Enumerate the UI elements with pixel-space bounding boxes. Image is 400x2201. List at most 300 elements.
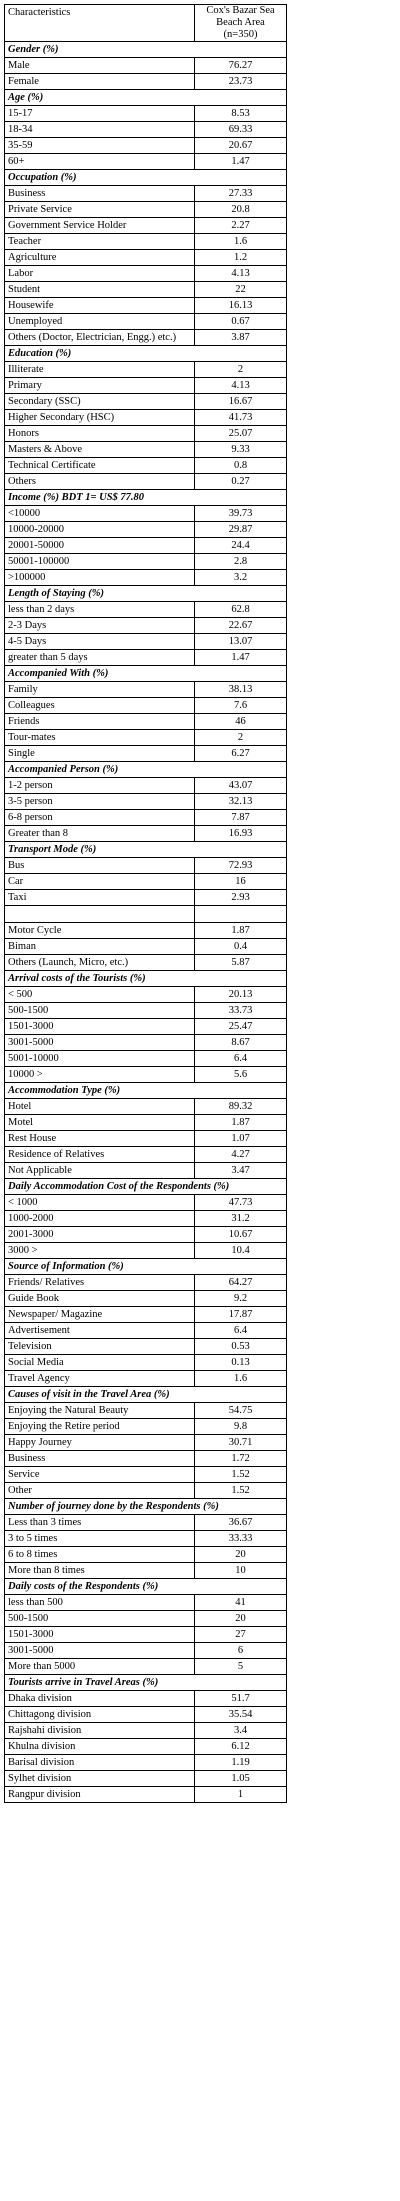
table-row xyxy=(5,378,287,394)
row-label: Greater than 8 xyxy=(5,826,195,842)
category-title: Arrival costs of the Tourists (%) xyxy=(5,971,287,987)
row-label: Female xyxy=(5,74,195,90)
table-row xyxy=(5,826,287,842)
category-title: Accommodation Type (%) xyxy=(5,1083,287,1099)
row-label: < 1000 xyxy=(5,1195,195,1211)
row-value: 0.27 xyxy=(195,474,287,490)
table-row xyxy=(5,730,287,746)
row-value: 25.07 xyxy=(195,426,287,442)
row-label: Friends xyxy=(5,714,195,730)
row-label: Others (Launch, Micro, etc.) xyxy=(5,955,195,971)
table-row xyxy=(5,1659,287,1675)
category-row xyxy=(5,1675,287,1691)
row-label: 2001-3000 xyxy=(5,1227,195,1243)
row-value: 38.13 xyxy=(195,682,287,698)
row-value: 20.13 xyxy=(195,987,287,1003)
row-label: Others (Doctor, Electrician, Engg.) etc.) xyxy=(5,330,195,346)
table-row xyxy=(5,58,287,74)
table-row xyxy=(5,1227,287,1243)
row-label: 20001-50000 xyxy=(5,538,195,554)
row-label: Other xyxy=(5,1483,195,1499)
row-label: 1501-3000 xyxy=(5,1019,195,1035)
row-value: 2.27 xyxy=(195,218,287,234)
row-label: < 500 xyxy=(5,987,195,1003)
row-value: 0.8 xyxy=(195,458,287,474)
table-row xyxy=(5,1723,287,1739)
row-label: greater than 5 days xyxy=(5,650,195,666)
table-row xyxy=(5,1531,287,1547)
row-value: 1.52 xyxy=(195,1483,287,1499)
row-value: 4.27 xyxy=(195,1147,287,1163)
row-label: Guide Book xyxy=(5,1291,195,1307)
table-row xyxy=(5,554,287,570)
row-label: Higher Secondary (HSC) xyxy=(5,410,195,426)
row-value: 20 xyxy=(195,1611,287,1627)
table-row xyxy=(5,778,287,794)
row-label: Friends/ Relatives xyxy=(5,1275,195,1291)
table-row xyxy=(5,506,287,522)
row-value: 8.53 xyxy=(195,106,287,122)
table-row xyxy=(5,1739,287,1755)
row-label: Rangpur division xyxy=(5,1787,195,1803)
table-row xyxy=(5,1291,287,1307)
row-label: Single xyxy=(5,746,195,762)
table-row xyxy=(5,218,287,234)
row-value: 41 xyxy=(195,1595,287,1611)
row-label: Barisal division xyxy=(5,1755,195,1771)
category-row xyxy=(5,586,287,602)
table-row xyxy=(5,1403,287,1419)
category-row xyxy=(5,42,287,58)
row-label: Sylhet division xyxy=(5,1771,195,1787)
row-value: 6.27 xyxy=(195,746,287,762)
row-label: Illiterate xyxy=(5,362,195,378)
row-value: 9.2 xyxy=(195,1291,287,1307)
category-row xyxy=(5,1499,287,1515)
row-value: 16.67 xyxy=(195,394,287,410)
category-row xyxy=(5,1387,287,1403)
category-title: Causes of visit in the Travel Area (%) xyxy=(5,1387,287,1403)
category-title: Income (%) BDT 1= US$ 77.80 xyxy=(5,490,287,506)
table-row xyxy=(5,314,287,330)
category-title: Gender (%) xyxy=(5,42,287,58)
category-row xyxy=(5,1579,287,1595)
row-value: 22 xyxy=(195,282,287,298)
row-value: 22.67 xyxy=(195,618,287,634)
category-row xyxy=(5,170,287,186)
row-label: 15-17 xyxy=(5,106,195,122)
table-row xyxy=(5,458,287,474)
row-label: 6 to 8 times xyxy=(5,1547,195,1563)
row-label: 500-1500 xyxy=(5,1003,195,1019)
table-row xyxy=(5,794,287,810)
table-row xyxy=(5,714,287,730)
table-row xyxy=(5,1019,287,1035)
row-value: 31.2 xyxy=(195,1211,287,1227)
table-row xyxy=(5,234,287,250)
table-row xyxy=(5,138,287,154)
row-label: 3000 > xyxy=(5,1243,195,1259)
table-row xyxy=(5,1131,287,1147)
row-value: 1.2 xyxy=(195,250,287,266)
table-row xyxy=(5,1467,287,1483)
table-row xyxy=(5,810,287,826)
row-label: <10000 xyxy=(5,506,195,522)
row-value: 27.33 xyxy=(195,186,287,202)
row-label: Business xyxy=(5,186,195,202)
row-value: 9.8 xyxy=(195,1419,287,1435)
category-title: Accompanied With (%) xyxy=(5,666,287,682)
table-row xyxy=(5,1211,287,1227)
row-value: 51.7 xyxy=(195,1691,287,1707)
category-row xyxy=(5,1179,287,1195)
table-row xyxy=(5,570,287,586)
category-title: Length of Staying (%) xyxy=(5,586,287,602)
row-value: 3.87 xyxy=(195,330,287,346)
category-row xyxy=(5,90,287,106)
row-label: Labor xyxy=(5,266,195,282)
category-title: Number of journey done by the Respondents (%) xyxy=(5,1499,287,1515)
table-row xyxy=(5,1707,287,1723)
table-row xyxy=(5,746,287,762)
row-value: 47.73 xyxy=(195,1195,287,1211)
row-value: 1.72 xyxy=(195,1451,287,1467)
table-row xyxy=(5,1307,287,1323)
row-value: 2.8 xyxy=(195,554,287,570)
row-value: 6 xyxy=(195,1643,287,1659)
table-row xyxy=(5,1243,287,1259)
row-label: 1000-2000 xyxy=(5,1211,195,1227)
row-value: 1.87 xyxy=(195,1115,287,1131)
row-value: 0.4 xyxy=(195,939,287,955)
table-row xyxy=(5,955,287,971)
table-row xyxy=(5,1339,287,1355)
row-value: 25.47 xyxy=(195,1019,287,1035)
row-label: Motel xyxy=(5,1115,195,1131)
row-value: 39.73 xyxy=(195,506,287,522)
table-row xyxy=(5,1115,287,1131)
row-label: Private Service xyxy=(5,202,195,218)
row-label: Motor Cycle xyxy=(5,923,195,939)
row-value: 1.47 xyxy=(195,154,287,170)
row-label: Rest House xyxy=(5,1131,195,1147)
row-value: 0.13 xyxy=(195,1355,287,1371)
row-label: 6-8 person xyxy=(5,810,195,826)
row-value: 5.6 xyxy=(195,1067,287,1083)
table-header-row xyxy=(5,5,287,42)
category-row xyxy=(5,762,287,778)
table-row xyxy=(5,1595,287,1611)
row-label: 10000-20000 xyxy=(5,522,195,538)
row-value: 62.8 xyxy=(195,602,287,618)
row-value: 1.6 xyxy=(195,234,287,250)
table-row xyxy=(5,858,287,874)
row-value: 46 xyxy=(195,714,287,730)
row-value: 3.47 xyxy=(195,1163,287,1179)
row-label: Rajshahi division xyxy=(5,1723,195,1739)
row-value: 20.8 xyxy=(195,202,287,218)
table-row xyxy=(5,538,287,554)
row-value: 3.2 xyxy=(195,570,287,586)
characteristics-table-container xyxy=(4,4,286,1803)
row-value: 76.27 xyxy=(195,58,287,74)
row-label: 3001-5000 xyxy=(5,1643,195,1659)
row-value: 54.75 xyxy=(195,1403,287,1419)
row-label: Biman xyxy=(5,939,195,955)
row-value: 5 xyxy=(195,1659,287,1675)
row-value: 1.87 xyxy=(195,923,287,939)
category-row xyxy=(5,346,287,362)
table-row xyxy=(5,1627,287,1643)
table-row xyxy=(5,698,287,714)
category-title: Source of Information (%) xyxy=(5,1259,287,1275)
row-label: 35-59 xyxy=(5,138,195,154)
category-row xyxy=(5,1083,287,1099)
row-label: Not Applicable xyxy=(5,1163,195,1179)
row-label: Hotel xyxy=(5,1099,195,1115)
table-row xyxy=(5,1051,287,1067)
row-label: Newspaper/ Magazine xyxy=(5,1307,195,1323)
table-row xyxy=(5,1323,287,1339)
row-label: More than 8 times xyxy=(5,1563,195,1579)
row-value: 41.73 xyxy=(195,410,287,426)
table-row xyxy=(5,362,287,378)
row-label: Service xyxy=(5,1467,195,1483)
table-row xyxy=(5,1163,287,1179)
row-value: 29.87 xyxy=(195,522,287,538)
category-row xyxy=(5,971,287,987)
category-title: Tourists arrive in Travel Areas (%) xyxy=(5,1675,287,1691)
row-value: 33.73 xyxy=(195,1003,287,1019)
row-label: 10000 > xyxy=(5,1067,195,1083)
table-row xyxy=(5,410,287,426)
table-row xyxy=(5,474,287,490)
row-label: More than 5000 xyxy=(5,1659,195,1675)
row-label: Chittagong division xyxy=(5,1707,195,1723)
category-title: Daily costs of the Respondents (%) xyxy=(5,1579,287,1595)
row-label xyxy=(5,906,195,923)
table-row xyxy=(5,874,287,890)
row-value: 13.07 xyxy=(195,634,287,650)
table-row xyxy=(5,906,287,923)
table-row xyxy=(5,1515,287,1531)
row-label: Housewife xyxy=(5,298,195,314)
row-value: 10 xyxy=(195,1563,287,1579)
row-label: Less than 3 times xyxy=(5,1515,195,1531)
row-label: Khulna division xyxy=(5,1739,195,1755)
table-row xyxy=(5,1563,287,1579)
row-label: Happy Journey xyxy=(5,1435,195,1451)
table-row xyxy=(5,650,287,666)
row-label: >100000 xyxy=(5,570,195,586)
row-value: 20.67 xyxy=(195,138,287,154)
row-label: Government Service Holder xyxy=(5,218,195,234)
table-row xyxy=(5,250,287,266)
row-label: 2-3 Days xyxy=(5,618,195,634)
row-value: 1.6 xyxy=(195,1371,287,1387)
table-row xyxy=(5,1643,287,1659)
table-row xyxy=(5,1483,287,1499)
table-row xyxy=(5,1195,287,1211)
row-value: 32.13 xyxy=(195,794,287,810)
header-characteristics: Characteristics xyxy=(5,5,195,42)
table-row xyxy=(5,1755,287,1771)
table-row xyxy=(5,202,287,218)
row-value xyxy=(195,906,287,923)
table-row xyxy=(5,442,287,458)
table-row xyxy=(5,1451,287,1467)
table-row xyxy=(5,939,287,955)
row-value: 23.73 xyxy=(195,74,287,90)
row-value: 4.13 xyxy=(195,378,287,394)
row-value: 4.13 xyxy=(195,266,287,282)
table-row xyxy=(5,987,287,1003)
row-value: 89.32 xyxy=(195,1099,287,1115)
header-sample-area: Cox's Bazar Sea Beach Area (n=350) xyxy=(195,5,287,42)
row-value: 3.4 xyxy=(195,1723,287,1739)
table-row xyxy=(5,890,287,906)
table-body xyxy=(5,42,287,1803)
row-value: 2 xyxy=(195,730,287,746)
row-value: 6.4 xyxy=(195,1323,287,1339)
row-value: 1.47 xyxy=(195,650,287,666)
table-row xyxy=(5,923,287,939)
category-title: Occupation (%) xyxy=(5,170,287,186)
table-row xyxy=(5,1067,287,1083)
row-label: Unemployed xyxy=(5,314,195,330)
row-value: 35.54 xyxy=(195,1707,287,1723)
table-row xyxy=(5,1419,287,1435)
row-value: 5.87 xyxy=(195,955,287,971)
category-title: Transport Mode (%) xyxy=(5,842,287,858)
row-value: 8.67 xyxy=(195,1035,287,1051)
row-value: 17.87 xyxy=(195,1307,287,1323)
row-label: 1-2 person xyxy=(5,778,195,794)
table-row xyxy=(5,394,287,410)
row-label: Student xyxy=(5,282,195,298)
table-row xyxy=(5,282,287,298)
row-value: 43.07 xyxy=(195,778,287,794)
row-label: Taxi xyxy=(5,890,195,906)
row-label: Social Media xyxy=(5,1355,195,1371)
row-label: less than 500 xyxy=(5,1595,195,1611)
row-value: 1.07 xyxy=(195,1131,287,1147)
row-label: 3 to 5 times xyxy=(5,1531,195,1547)
row-label: Tour-mates xyxy=(5,730,195,746)
row-value: 16 xyxy=(195,874,287,890)
row-label: 500-1500 xyxy=(5,1611,195,1627)
table-row xyxy=(5,1355,287,1371)
row-label: 1501-3000 xyxy=(5,1627,195,1643)
table-row xyxy=(5,1435,287,1451)
table-row xyxy=(5,1099,287,1115)
table-row xyxy=(5,1787,287,1803)
row-label: Family xyxy=(5,682,195,698)
row-value: 27 xyxy=(195,1627,287,1643)
row-label: Honors xyxy=(5,426,195,442)
row-label: 60+ xyxy=(5,154,195,170)
table-row xyxy=(5,298,287,314)
table-row xyxy=(5,74,287,90)
row-label: Residence of Relatives xyxy=(5,1147,195,1163)
table-row xyxy=(5,106,287,122)
row-label: Colleagues xyxy=(5,698,195,714)
row-label: Masters & Above xyxy=(5,442,195,458)
table-row xyxy=(5,682,287,698)
row-value: 16.13 xyxy=(195,298,287,314)
table-row xyxy=(5,1547,287,1563)
row-value: 1 xyxy=(195,1787,287,1803)
row-value: 24.4 xyxy=(195,538,287,554)
row-label: Technical Certificate xyxy=(5,458,195,474)
row-value: 72.93 xyxy=(195,858,287,874)
row-label: Television xyxy=(5,1339,195,1355)
row-value: 10.67 xyxy=(195,1227,287,1243)
category-row xyxy=(5,842,287,858)
table-row xyxy=(5,186,287,202)
table-row xyxy=(5,522,287,538)
table-row xyxy=(5,154,287,170)
characteristics-table xyxy=(4,4,287,1803)
row-value: 1.19 xyxy=(195,1755,287,1771)
row-value: 7.6 xyxy=(195,698,287,714)
row-value: 6.4 xyxy=(195,1051,287,1067)
category-row xyxy=(5,490,287,506)
row-value: 30.71 xyxy=(195,1435,287,1451)
table-row xyxy=(5,1771,287,1787)
table-row xyxy=(5,618,287,634)
row-value: 6.12 xyxy=(195,1739,287,1755)
row-label: 4-5 Days xyxy=(5,634,195,650)
row-label: Enjoying the Retire period xyxy=(5,1419,195,1435)
row-label: Primary xyxy=(5,378,195,394)
table-row xyxy=(5,1275,287,1291)
table-row xyxy=(5,1371,287,1387)
row-label: Secondary (SSC) xyxy=(5,394,195,410)
row-label: less than 2 days xyxy=(5,602,195,618)
row-label: 50001-100000 xyxy=(5,554,195,570)
row-value: 9.33 xyxy=(195,442,287,458)
row-label: Advertisement xyxy=(5,1323,195,1339)
row-value: 1.52 xyxy=(195,1467,287,1483)
row-value: 0.53 xyxy=(195,1339,287,1355)
row-label: 18-34 xyxy=(5,122,195,138)
row-label: Business xyxy=(5,1451,195,1467)
category-row xyxy=(5,666,287,682)
table-row xyxy=(5,602,287,618)
row-value: 0.67 xyxy=(195,314,287,330)
table-row xyxy=(5,634,287,650)
row-label: Male xyxy=(5,58,195,74)
row-label: Agriculture xyxy=(5,250,195,266)
row-label: Others xyxy=(5,474,195,490)
category-row xyxy=(5,1259,287,1275)
table-row xyxy=(5,266,287,282)
row-value: 20 xyxy=(195,1547,287,1563)
table-row xyxy=(5,1611,287,1627)
row-value: 2 xyxy=(195,362,287,378)
category-title: Education (%) xyxy=(5,346,287,362)
row-label: Teacher xyxy=(5,234,195,250)
table-row xyxy=(5,1147,287,1163)
row-value: 1.05 xyxy=(195,1771,287,1787)
row-label: 3001-5000 xyxy=(5,1035,195,1051)
table-row xyxy=(5,1691,287,1707)
row-label: 5001-10000 xyxy=(5,1051,195,1067)
category-title: Age (%) xyxy=(5,90,287,106)
row-value: 7.87 xyxy=(195,810,287,826)
row-label: Enjoying the Natural Beauty xyxy=(5,1403,195,1419)
